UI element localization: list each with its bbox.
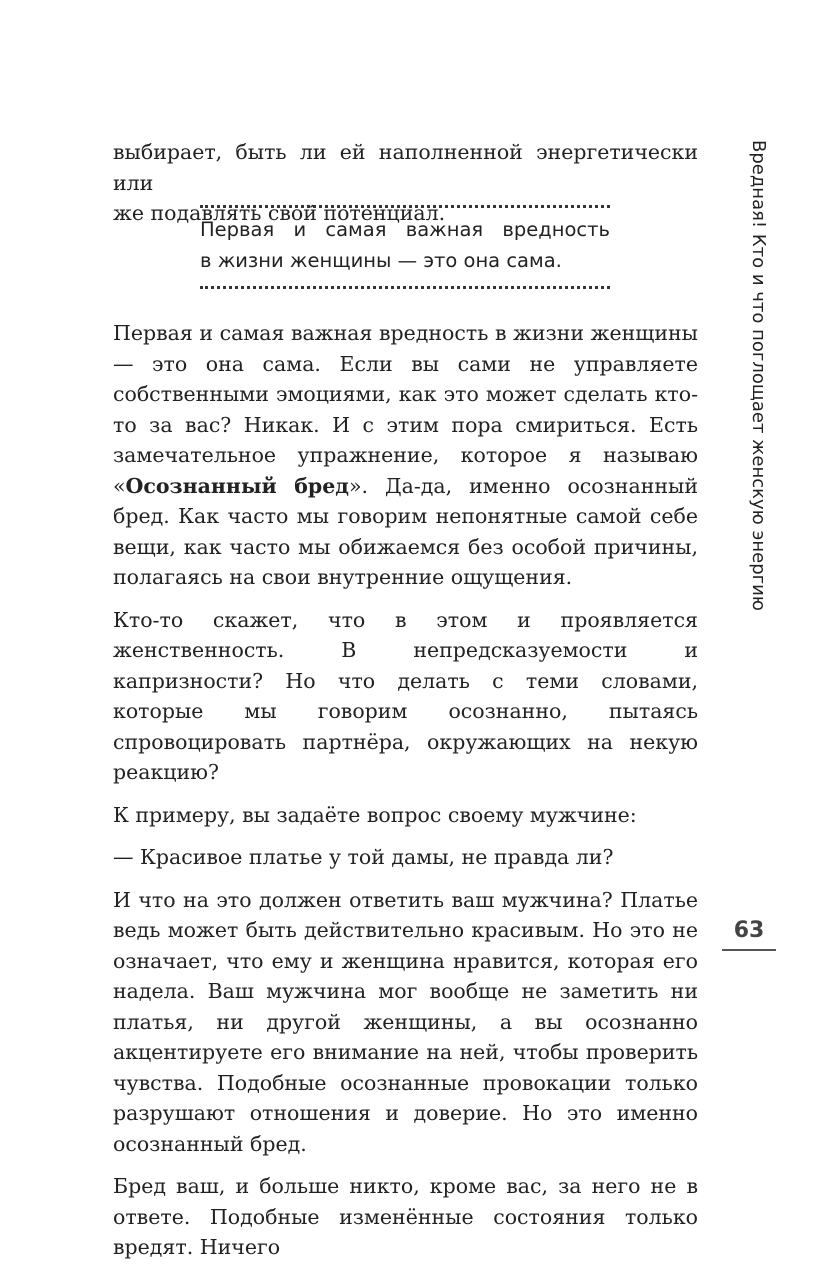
- paragraph-text: Первая и самая важная вредность в жизни женщины — это она сама. Если вы сами не управляете собственными эмоциями, как это может сделать кто-то за вас? Никак. И с этим пора смириться. Есть замечательное упражнение, которое я называю «: [113, 321, 698, 498]
- paragraph: Кто-то скажет, что в этом и проявляется женственность. В непредсказуемости и капризности? Но что делать с теми словами, которые мы говорим осознанно, пытаясь спровоцировать партнёра, окружающих на некую реакцию?: [113, 607, 698, 784]
- paragraph: И что на это должен ответить ваш мужчина? Платье ведь может быть действительно красивым. Но это не означает, что ему и женщина нравится, которая его надела. Ваш мужчина мог вообще не заметить ни платья, ни другой женщины, а вы осознанно акцентируете его внимание на ней, чтобы проверить чувства. Подобные осознанные провокации только разрушают отношения и доверие. Но это именно осознанный бред.: [113, 887, 698, 1156]
- bold-term: Осознанный бред: [125, 473, 349, 498]
- paragraph: [113, 318, 698, 593]
- quote-text: [200, 208, 610, 286]
- paragraph: К примеру, вы задаёте вопрос своему мужчине:: [113, 802, 637, 827]
- pull-quote: [200, 205, 610, 289]
- quote-line: в жизни женщины — это она сама.: [200, 249, 562, 272]
- dialogue-line: — Красивое платье у той дамы, не правда ли?: [113, 845, 614, 869]
- running-head: Вредная! Кто и что поглощает женскую энергию: [748, 140, 769, 611]
- paragraph-text: ». Да-да, именно осознанный бред. Как часто мы говорим непонятные самой себе вещи, как часто мы обижаемся без особой причины, полагаясь на свои внутренние ощущения.: [113, 473, 699, 589]
- intro-line: же подавлять свой потенциал.: [113, 201, 446, 225]
- quote-line: Первая и самая важная вредность: [200, 218, 610, 241]
- intro-line: выбирает, быть ли ей наполненной энергетически или: [113, 140, 698, 195]
- paragraph: Бред ваш, и больше никто, кроме вас, за него не в ответе. Подобные изменённые состояния только вредят. Ничего: [113, 1174, 698, 1259]
- quote-bottom-divider: [200, 286, 610, 289]
- page-number-rule: [722, 949, 776, 951]
- body-text: [113, 318, 698, 1275]
- page-number: 63: [733, 918, 765, 943]
